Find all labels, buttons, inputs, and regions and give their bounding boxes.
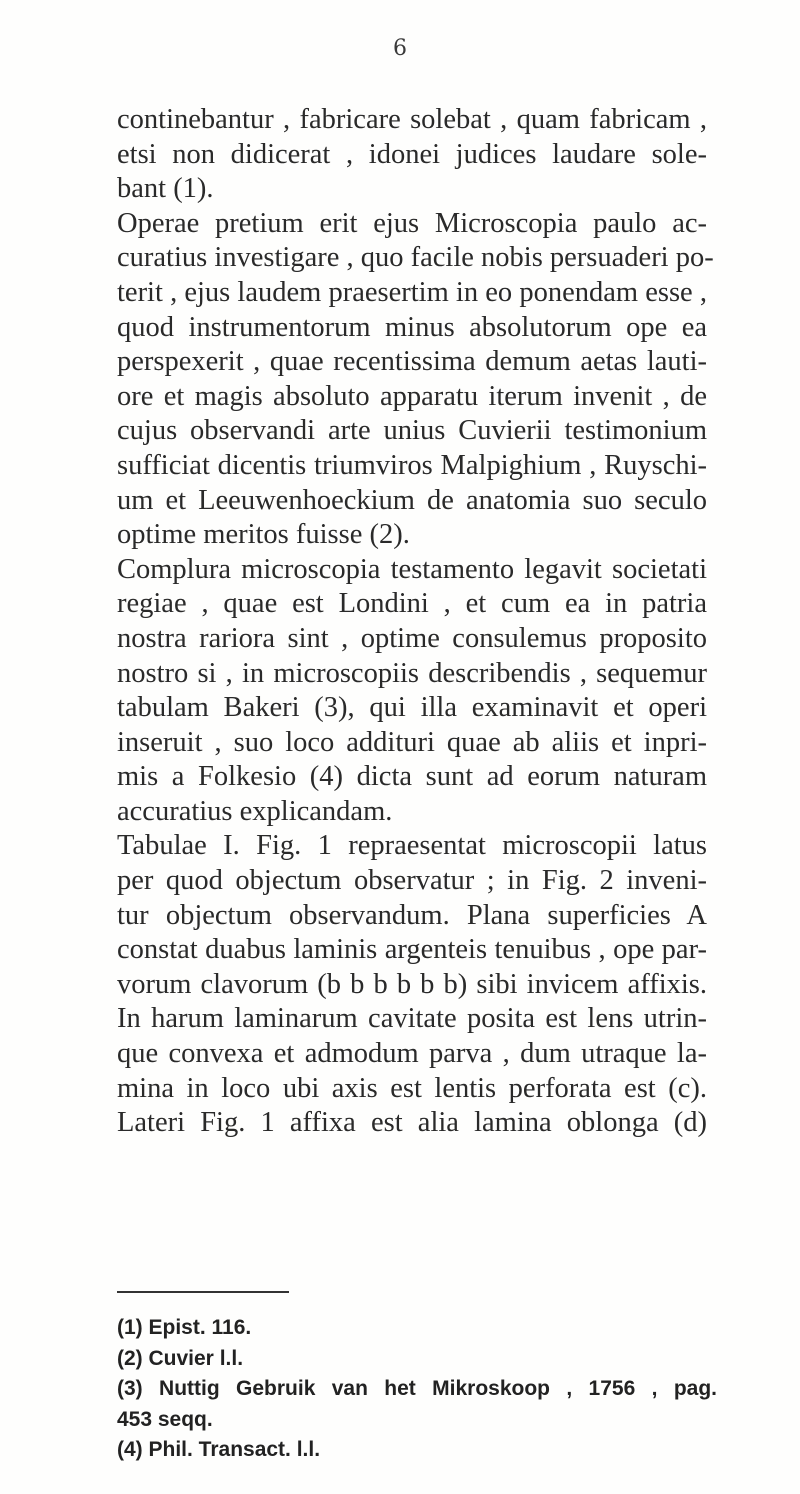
text-line: quod instrumentorum minus absolutorum ope ea bbox=[117, 311, 707, 343]
text-line: per quod objectum observatur ; in Fig. 2 inveni- bbox=[117, 865, 707, 897]
text-line: optime meritos fuisse (2). bbox=[117, 519, 410, 551]
footnotes bbox=[117, 1313, 717, 1466]
text-line: nostra rariora sint , optime consulemus proposito bbox=[117, 622, 707, 654]
text-line: constat duabus laminis argenteis tenuibus , ope par- bbox=[117, 934, 707, 966]
text-line: continebantur , fabricare solebat , quam fabricam , bbox=[117, 104, 707, 135]
text-line: mis a Folkesio (4) dicta sunt ad eorum naturam bbox=[117, 761, 707, 793]
text-line: curatius investigare , quo facile nobis persuaderi po- bbox=[117, 242, 714, 274]
text-line: inseruit , suo loco addituri quae ab aliis et inpri- bbox=[117, 726, 707, 758]
text-line: Tabulae I. Fig. 1 repraesentat microscopii latus bbox=[117, 830, 707, 862]
text-line: Complura microscopia testamento legavit societati bbox=[117, 553, 707, 585]
text-line: ore et magis absoluto apparatu iterum invenit , de bbox=[117, 380, 707, 412]
text-line: que convexa et admodum parva , dum utraque la- bbox=[117, 1038, 707, 1070]
text-line: sufficiat dicentis triumviros Malpighium , Ruyschi- bbox=[117, 449, 707, 481]
text-line: tur objectum observandum. Plana superficies A bbox=[117, 899, 707, 931]
text-line: accuratius explicandam. bbox=[117, 795, 393, 827]
text-line: cujus observandi arte unius Cuvierii testimonium bbox=[117, 415, 707, 447]
footnote-rule bbox=[117, 1291, 289, 1293]
text-line: tabulam Bakeri (3), qui illa examinavit et operi bbox=[117, 692, 707, 724]
text-line: um et Leeuwenhoeckium de anatomia suo seculo bbox=[117, 484, 707, 516]
text-line: Operae pretium erit ejus Microscopia paulo ac- bbox=[117, 207, 707, 239]
text-line: vorum clavorum (b b b b b b) sibi invicem affixis. bbox=[117, 968, 707, 1000]
footnote: (2) Cuvier l.l. bbox=[117, 1346, 244, 1370]
text-line: perspexerit , quae recentissima demum aetas lauti- bbox=[117, 346, 707, 378]
footnote: 453 seqq. bbox=[117, 1407, 213, 1431]
text-line: bant (1). bbox=[117, 173, 214, 205]
text-line: regiae , quae est Londini , et cum ea in patria bbox=[117, 588, 707, 620]
text-line: nostro si , in microscopiis describendis , sequemur bbox=[117, 657, 707, 689]
footnote: (4) Phil. Transact. l.l. bbox=[117, 1438, 321, 1461]
body-text bbox=[117, 103, 714, 1141]
text-line: terit , ejus laudem praesertim in eo ponendam esse , bbox=[117, 276, 707, 308]
footnote: (3) Nuttig Gebruik van het Mikroskoop , 1756 , pag. bbox=[117, 1377, 717, 1400]
page-number: 6 bbox=[393, 36, 407, 61]
text-line: etsi non didicerat , idonei judices laudare sole- bbox=[117, 138, 707, 170]
text-line: mina in loco ubi axis est lentis perforata est (c). bbox=[117, 1072, 707, 1104]
text-line: Lateri Fig. 1 affixa est alia lamina oblonga (d) bbox=[117, 1107, 707, 1139]
text-line: In harum laminarum cavitate posita est lens utrin- bbox=[117, 1003, 707, 1035]
footnote: (1) Epist. 116. bbox=[117, 1316, 252, 1339]
